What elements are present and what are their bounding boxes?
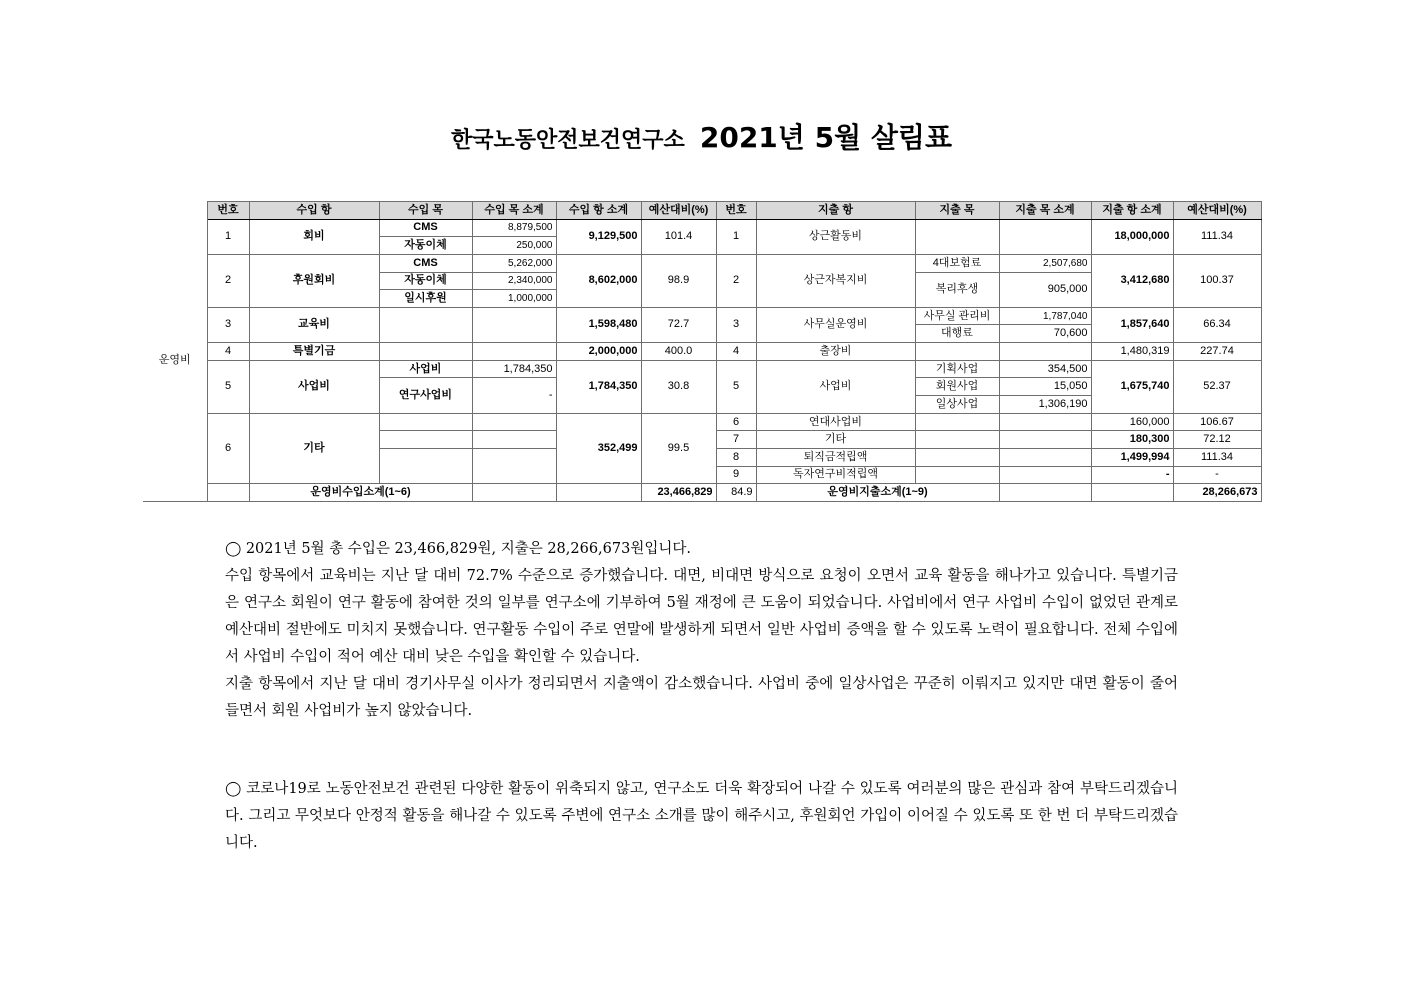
table-row: 일상사업 1,306,190 (143, 396, 1261, 414)
summary-paragraph-1 (225, 536, 1178, 725)
section-label: 운영비 (143, 219, 207, 501)
header-cell: 번호 (716, 202, 756, 220)
table-header-row (143, 202, 1261, 220)
header-cell: 지출 항 소계 (1091, 202, 1173, 220)
header-cell: 예산대비(%) (1173, 202, 1261, 220)
table-row: 6 기타 352,499 99.5 6 연대사업비 160,000 106.67 (143, 413, 1261, 431)
header-cell: 수입 목 소계 (472, 202, 556, 220)
title-period: 2021년 5월 살림표 (699, 121, 953, 154)
table-row: 5 사업비 사업비 1,784,350 1,784,350 30.8 5 사업비 기획사업 354,500 1,675,740 52.37 (143, 360, 1261, 378)
table-row: 연구사업비 - 회원사업 15,050 (143, 378, 1261, 396)
header-cell: 지출 목 (915, 202, 999, 220)
table-row: 2 후원회비 CMS 5,262,000 8,602,000 98.9 2 상근자복지비 4대보험료 2,507,680 3,412,680 100.37 (143, 254, 1261, 272)
table-row: 9 독자연구비적립액 - - (143, 466, 1261, 484)
table-row: 3 교육비 1,598,480 72.7 3 사무실운영비 사무실 관리비 1,787,040 1,857,640 66.34 (143, 307, 1261, 325)
table-row: 대행료 70,600 (143, 325, 1261, 343)
closing-remarks: ◯ 코로나19로 노동안전보건 관련된 다양한 활동이 위축되지 않고, 연구소도 더욱 확장되어 나갈 수 있도록 여러분의 많은 관심과 참여 부탁드리겠습니다. 그리고 무엇보다 안정적 활동을 해나갈 수 있도록 주변에 연구소 소개를 많이 해주시고, 후원회언 가입이 이어질 수 있도록 또 한 번 더 부탁드리겠습니다. (225, 781, 1178, 851)
header-cell: 수입 항 소계 (556, 202, 641, 220)
expense-commentary: 지출 항목에서 지난 달 대비 경기사무실 이사가 정리되면서 지출액이 감소했습니다. 사업비 중에 일상사업은 꾸준히 이뤄지고 있지만 대면 활동이 줄어들면서 회원 사업비가 높지 않았습니다. (225, 676, 1178, 719)
header-cell: 수입 항 (249, 202, 379, 220)
header-cell: 지출 목 소계 (999, 202, 1091, 220)
table-row: 8 퇴직금적립액 1,499,994 111.34 (143, 448, 1261, 466)
total-row: 운영비수입소계(1~6) 23,466,829 84.9 운영비지출소계(1~9) 28,266,673 (143, 484, 1261, 502)
title-org: 한국노동안전보건연구소 (450, 128, 685, 153)
table-row: 4 특별기금 2,000,000 400.0 4 출장비 1,480,319 227.74 (143, 343, 1261, 361)
page-title (0, 116, 1403, 156)
table-row: 자동이체 250,000 (143, 237, 1261, 255)
budget-table (143, 201, 1262, 502)
table-row: 운영비 1 회비 CMS 8,879,500 9,129,500 101.4 1 상근활동비 18,000,000 111.34 (143, 219, 1261, 237)
header-cell: 지출 항 (756, 202, 915, 220)
summary-headline: ◯ 2021년 5월 총 수입은 23,466,829원, 지출은 28,266,673원입니다. (225, 541, 691, 557)
header-cell: 수입 목 (379, 202, 472, 220)
income-commentary: 수입 항목에서 교육비는 지난 달 대비 72.7% 수준으로 증가했습니다. 대면, 비대면 방식으로 요청이 오면서 교육 활동을 해나가고 있습니다. 특별기금은 연구소 회원이 연구 활동에 참여한 것의 일부를 연구소에 기부하여 5월 재정에 큰 도움이 되었습니다. 사업비에서 연구 사업비 수입이 없었던 관계로 예산대비 절반에도 미치지 못했습니다. 연구활동 수입이 주로 연말에 발생하게 되면서 일반 사업비 증액을 할 수 있도록 노력이 필요합니다. 전체 수입에서 사업비 수입이 적어 예산 대비 낮은 수입을 확인할 수 있습니다. (225, 568, 1178, 665)
summary-paragraph-2 (225, 776, 1178, 857)
table-row: 자동이체 2,340,000 복리후생 905,000 (143, 272, 1261, 290)
table-row: 7 기타 180,300 72.12 (143, 431, 1261, 449)
header-cell: 번호 (207, 202, 249, 220)
table-row: 일시후원 1,000,000 (143, 290, 1261, 308)
header-cell: 예산대비(%) (641, 202, 716, 220)
